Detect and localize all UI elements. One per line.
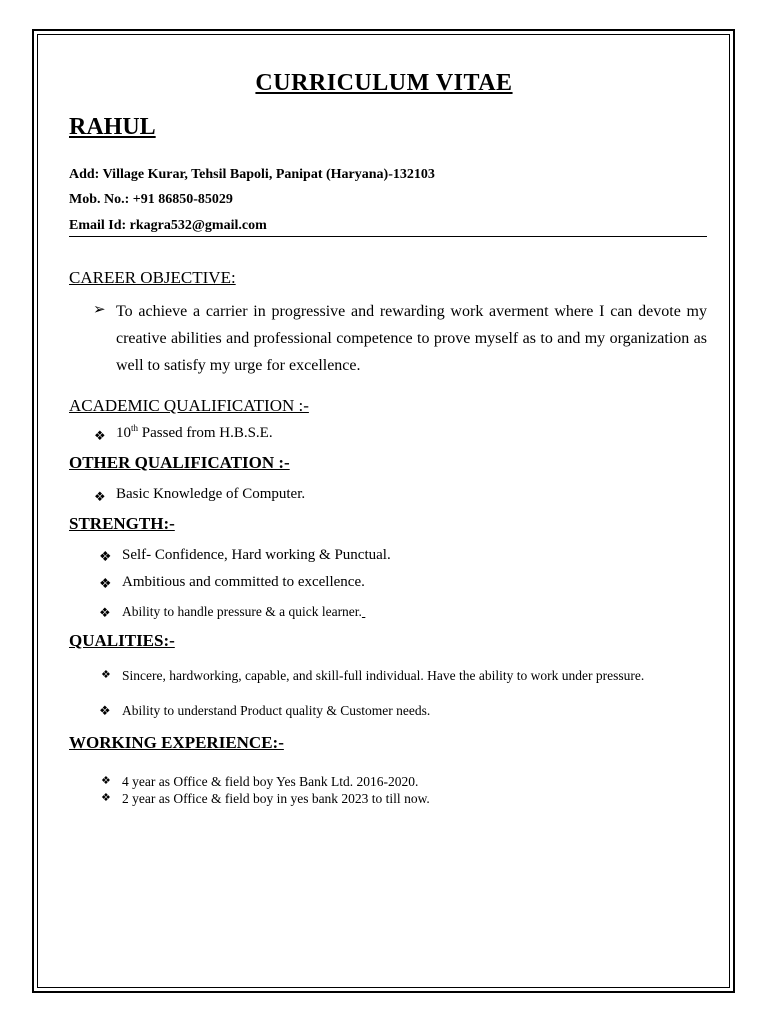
- academic-heading: ACADEMIC QUALIFICATION :-: [69, 396, 309, 415]
- qualities-item: Sincere, hardworking, capable, and skill-full individual. Have the ability to work under pressure.: [122, 668, 645, 683]
- diamond-bullet-icon: ❖: [101, 669, 111, 681]
- document-title: CURRICULUM VITAE: [255, 70, 513, 96]
- career-objective-heading: CAREER OBJECTIVE:: [69, 268, 236, 287]
- arrow-bullet-icon: ➢: [93, 302, 106, 318]
- diamond-bullet-icon: ❖: [101, 792, 111, 804]
- other-qualification-heading: OTHER QUALIFICATION :-: [69, 453, 290, 472]
- diamond-bullet-icon: ❖: [99, 550, 112, 565]
- diamond-bullet-icon: ❖: [99, 703, 111, 718]
- experience-item: 2 year as Office & field boy in yes bank 2023 to till now.: [122, 791, 430, 806]
- strength-item: Ambitious and committed to excellence.: [122, 574, 365, 590]
- diamond-bullet-icon: ❖: [99, 605, 111, 620]
- career-objective-text: To achieve a carrier in progressive and rewarding work averment where I can devote my creative abilities and professional competence to prove myself as to and my organization as well to satisfy my urge for excellence.: [116, 303, 707, 374]
- candidate-name: RAHUL: [69, 114, 156, 140]
- academic-item-superscript: th: [131, 423, 139, 433]
- contact-divider: [69, 236, 707, 237]
- mobile-line: Mob. No.: +91 86850-85029: [69, 192, 233, 207]
- diamond-bullet-icon: ❖: [101, 775, 111, 787]
- experience-item: 4 year as Office & field boy Yes Bank Ltd. 2016-2020.: [122, 774, 419, 789]
- working-experience-heading: WORKING EXPERIENCE:-: [69, 733, 284, 752]
- address-line: Add: Village Kurar, Tehsil Bapoli, Panipat (Haryana)-132103: [69, 167, 435, 182]
- academic-item-number: 10: [116, 425, 131, 441]
- qualities-item: Ability to understand Product quality & Customer needs.: [122, 703, 431, 718]
- email-line: Email Id: rkagra532@gmail.com: [69, 218, 267, 233]
- diamond-bullet-icon: ❖: [94, 489, 106, 504]
- strength-item: Ability to handle pressure & a quick learner.: [122, 604, 362, 619]
- diamond-bullet-icon: ❖: [94, 428, 106, 443]
- qualities-heading: QUALITIES:-: [69, 631, 175, 650]
- academic-item-text: Passed from H.B.S.E.: [138, 425, 273, 441]
- diamond-bullet-icon: ❖: [99, 577, 112, 592]
- other-qualification-item: Basic Knowledge of Computer.: [116, 486, 306, 502]
- strength-item: Self- Confidence, Hard working & Punctual.: [122, 547, 391, 563]
- strength-heading: STRENGTH:-: [69, 514, 175, 533]
- academic-item: [116, 425, 273, 442]
